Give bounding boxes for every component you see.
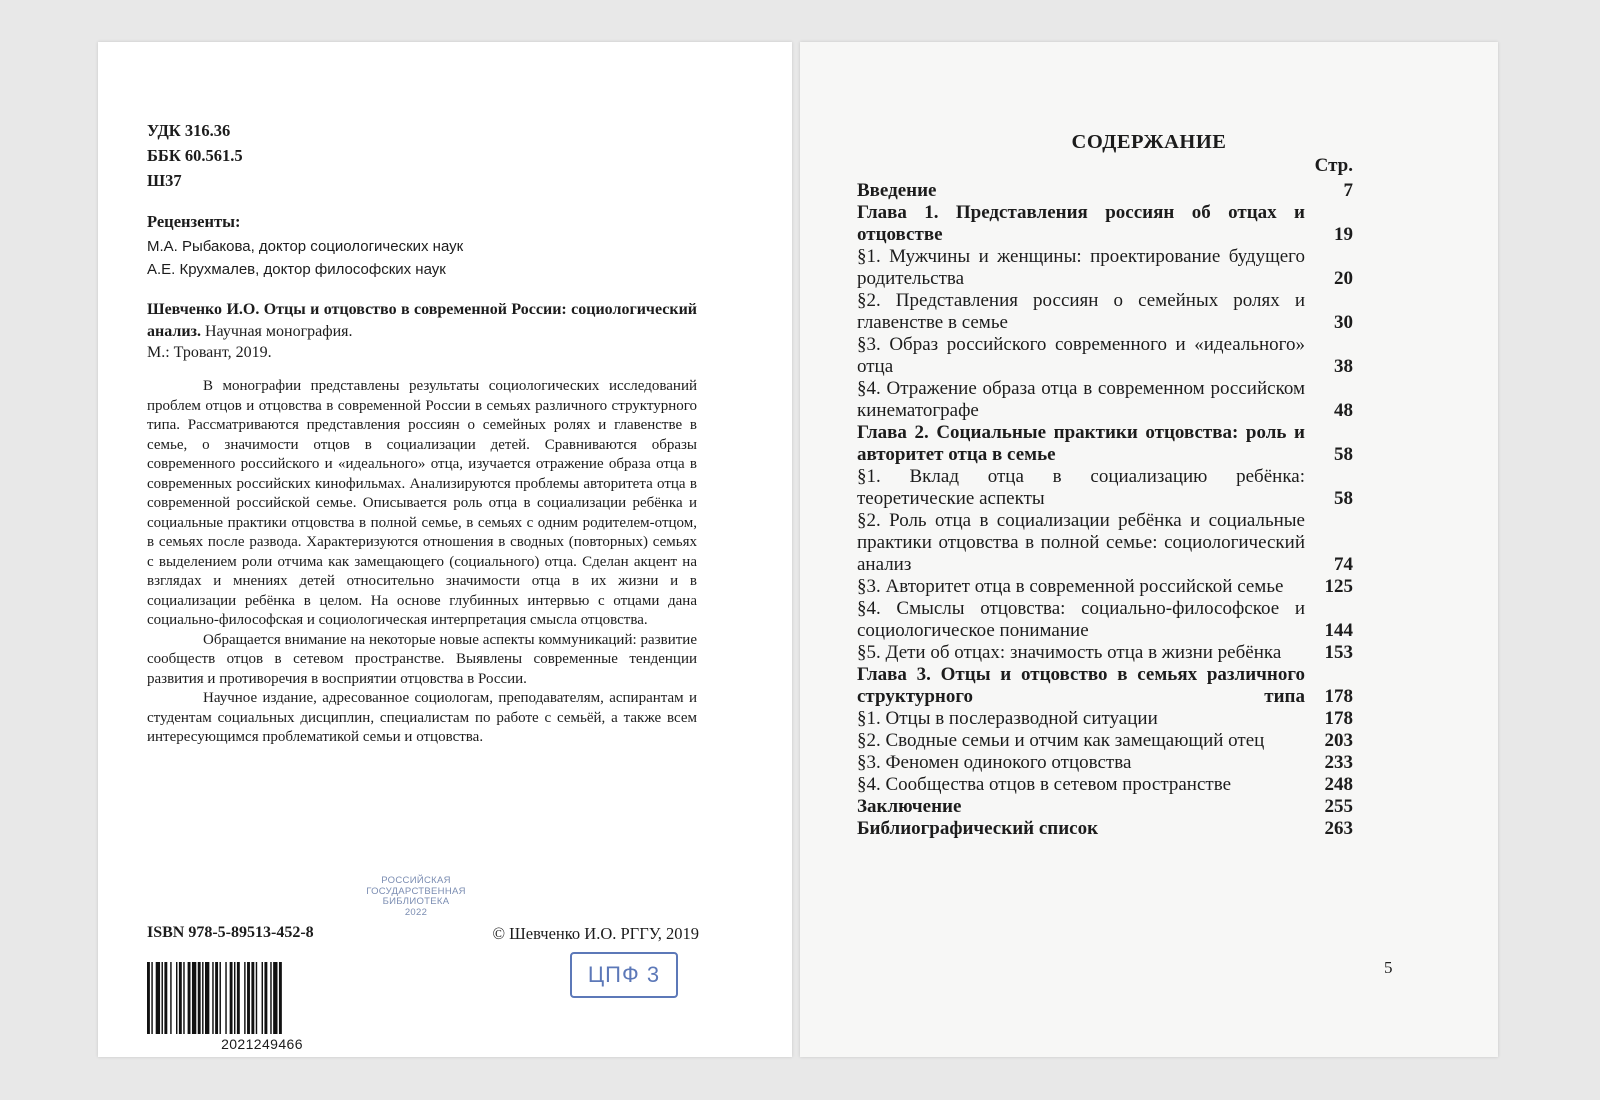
toc-entry-page: 19 xyxy=(1334,224,1353,245)
abstract-paragraph-3: Научное издание, адресованное социологам, преподавателям, аспирантам и студентам социальных дисциплин, специалистам по работе с семьёй, а также всем интересующимся проблематикой семьи и отцовства. xyxy=(147,690,697,745)
toc-entry xyxy=(857,818,1353,840)
toc-entry-title: §1. Мужчины и женщины: проектирование будущего родительства xyxy=(857,246,1305,289)
library-stamp-line: РОССИЙСКАЯ xyxy=(381,875,451,886)
toc-entry xyxy=(857,752,1353,774)
toc-entry xyxy=(857,378,1353,422)
toc-entry-title: §5. Дети об отцах: значимость отца в жизни ребёнка xyxy=(857,642,1282,663)
toc-entry-page: 58 xyxy=(1334,444,1353,465)
classification-codes xyxy=(147,118,243,193)
toc-entry-title: §4. Сообщества отцов в сетевом пространстве xyxy=(857,774,1232,795)
library-stamp xyxy=(351,876,481,918)
toc-entry xyxy=(857,180,1353,202)
toc-entry xyxy=(857,598,1353,642)
reviewers-block xyxy=(147,209,707,281)
toc-entry-page: 255 xyxy=(1324,796,1353,817)
toc-entry-title: §3. Авторитет отца в современной российской семье xyxy=(857,576,1284,597)
toc-entry-title: §2. Сводные семьи и отчим как замещающий отец xyxy=(857,730,1265,751)
toc-entry xyxy=(857,510,1353,576)
page-column-header: Стр. xyxy=(1314,155,1353,176)
page-number: 5 xyxy=(1384,958,1393,977)
toc-entry-page: 125 xyxy=(1324,576,1353,597)
toc-entry xyxy=(857,642,1353,664)
toc-entry-title: Введение xyxy=(857,180,937,201)
library-stamp-year: 2022 xyxy=(404,906,428,918)
toc-entry-page: 58 xyxy=(1334,488,1353,509)
toc-entry-title: Глава 3. Отцы и отцовство в семьях различного структурного типа xyxy=(857,664,1305,707)
toc-entry xyxy=(857,730,1353,752)
toc-entry-title: §2. Роль отца в социализации ребёнка и социальные практики отцовства в полной семье: социологический анализ xyxy=(857,510,1305,575)
table-of-contents xyxy=(857,180,1353,840)
reviewers-heading: Рецензенты: xyxy=(147,212,241,231)
citation-author-title: Шевченко И.О. Отцы и отцовство в современной России: социологический анализ. xyxy=(147,301,697,340)
left-page xyxy=(98,42,792,1057)
toc-entry-title: §2. Представления россиян о семейных ролях и главенстве в семье xyxy=(857,290,1305,333)
citation-type: Научная монография. xyxy=(200,322,353,340)
isbn: ISBN 978-5-89513-452-8 xyxy=(147,924,314,941)
toc-entry-title: §4. Отражение образа отца в современном российском кинематографе xyxy=(857,378,1305,421)
toc-entry-page: 48 xyxy=(1334,400,1353,421)
abstract xyxy=(147,377,697,748)
toc-title: СОДЕРЖАНИЕ xyxy=(1071,131,1227,153)
library-stamp-line: БИБЛИОТЕКА xyxy=(382,896,450,907)
toc-entry-title: Заключение xyxy=(857,796,962,817)
reviewer-1: М.А. Рыбакова, доктор социологических наук xyxy=(147,238,464,255)
author-mark: Ш37 xyxy=(147,171,182,190)
toc-entry-title: §1. Вклад отца в социализацию ребёнка: теоретические аспекты xyxy=(857,466,1305,509)
barcode-number: 2021249466 xyxy=(221,1036,303,1052)
toc-entry-page: 7 xyxy=(1343,180,1353,201)
right-page xyxy=(800,42,1498,1057)
toc-entry-title: Глава 2. Социальные практики отцовства: роль и авторитет отца в семье xyxy=(857,422,1305,465)
bibliographic-citation xyxy=(147,299,697,364)
toc-entry xyxy=(857,246,1353,290)
toc-entry-page: 203 xyxy=(1324,730,1353,751)
toc-entry-title: §1. Отцы в послеразводной ситуации xyxy=(857,708,1158,729)
toc-entry-page: 263 xyxy=(1324,818,1353,839)
toc-entry-page: 153 xyxy=(1324,642,1353,663)
toc-entry-page: 233 xyxy=(1324,752,1353,773)
toc-entry xyxy=(857,202,1353,246)
toc-entry xyxy=(857,422,1353,466)
toc-entry-title: Библиографический список xyxy=(857,818,1099,839)
toc-entry-page: 38 xyxy=(1334,356,1353,377)
toc-entry-title: §3. Феномен одинокого отцовства xyxy=(857,752,1132,773)
toc-entry-title: §3. Образ российского современного и «идеального» отца xyxy=(857,334,1305,377)
toc-entry xyxy=(857,708,1353,730)
toc-entry xyxy=(857,290,1353,334)
barcode xyxy=(147,962,377,1052)
toc-entry-page: 20 xyxy=(1334,268,1353,289)
toc-entry xyxy=(857,774,1353,796)
abstract-paragraph-1: В монографии представлены результаты социологических исследований проблем отцов и отцовства в современной России в семьях различного структурного типа. Рассматриваются представления россиян о семейных ролях и главенстве в семье, о значимости отцов в социализации детей. Сравниваются образы современного российского и «идеального» отца, изучается отражение образа отца в современных российских кинофильмах. Анализируются проблемы авторитета отца в современной российской семье. Описывается роль отца в социализации ребёнка и социальные практики отцовства в полной семье, в семьях с одним родителем-отцом, в семьях после развода. Характеризуются отношения в сводных (повторных) семьях с выделением роли отчима как замещающего (социального) отца. Сделан акцент на взглядах и мнениях детей относительно значимости отца в их жизни и в социализации ребёнка в целом. На основе глубинных интервью с отцами дана социально-философская и социологическая интерпретация смысла отцовства. xyxy=(147,378,697,628)
reviewer-2: А.Е. Крухмалев, доктор философских наук xyxy=(147,261,446,278)
barcode-bars xyxy=(147,962,377,1034)
toc-entry xyxy=(857,796,1353,818)
toc-entry-title: §4. Смыслы отцовства: социально-философское и социологическое понимание xyxy=(857,598,1305,641)
udk-code: УДК 316.36 xyxy=(147,121,231,140)
library-stamp-line: ГОСУДАРСТВЕННАЯ xyxy=(366,885,466,897)
toc-entry-page: 248 xyxy=(1324,774,1353,795)
toc-entry xyxy=(857,664,1353,708)
toc-entry xyxy=(857,334,1353,378)
cpf-stamp: ЦПФ 3 xyxy=(570,952,678,998)
toc-entry xyxy=(857,576,1353,598)
toc-entry-page: 178 xyxy=(1324,708,1353,729)
toc-entry-page: 178 xyxy=(1324,686,1353,707)
abstract-paragraph-2: Обращается внимание на некоторые новые аспекты коммуникаций: развитие сообществ отцов в сетевом пространстве. Выявлены современные тенденции развития и противоречия в восприятии отцовства в России. xyxy=(147,631,697,687)
copyright: © Шевченко И.О. РГГУ, 2019 xyxy=(492,924,699,943)
toc-entry-title: Глава 1. Представления россиян об отцах и отцовстве xyxy=(857,202,1305,245)
citation-publisher: М.: Тровант, 2019. xyxy=(147,344,272,361)
bbk-code: ББК 60.561.5 xyxy=(147,146,243,165)
toc-entry-page: 30 xyxy=(1334,312,1353,333)
toc-entry xyxy=(857,466,1353,510)
toc-entry-page: 144 xyxy=(1324,620,1353,641)
toc-entry-page: 74 xyxy=(1334,554,1353,575)
